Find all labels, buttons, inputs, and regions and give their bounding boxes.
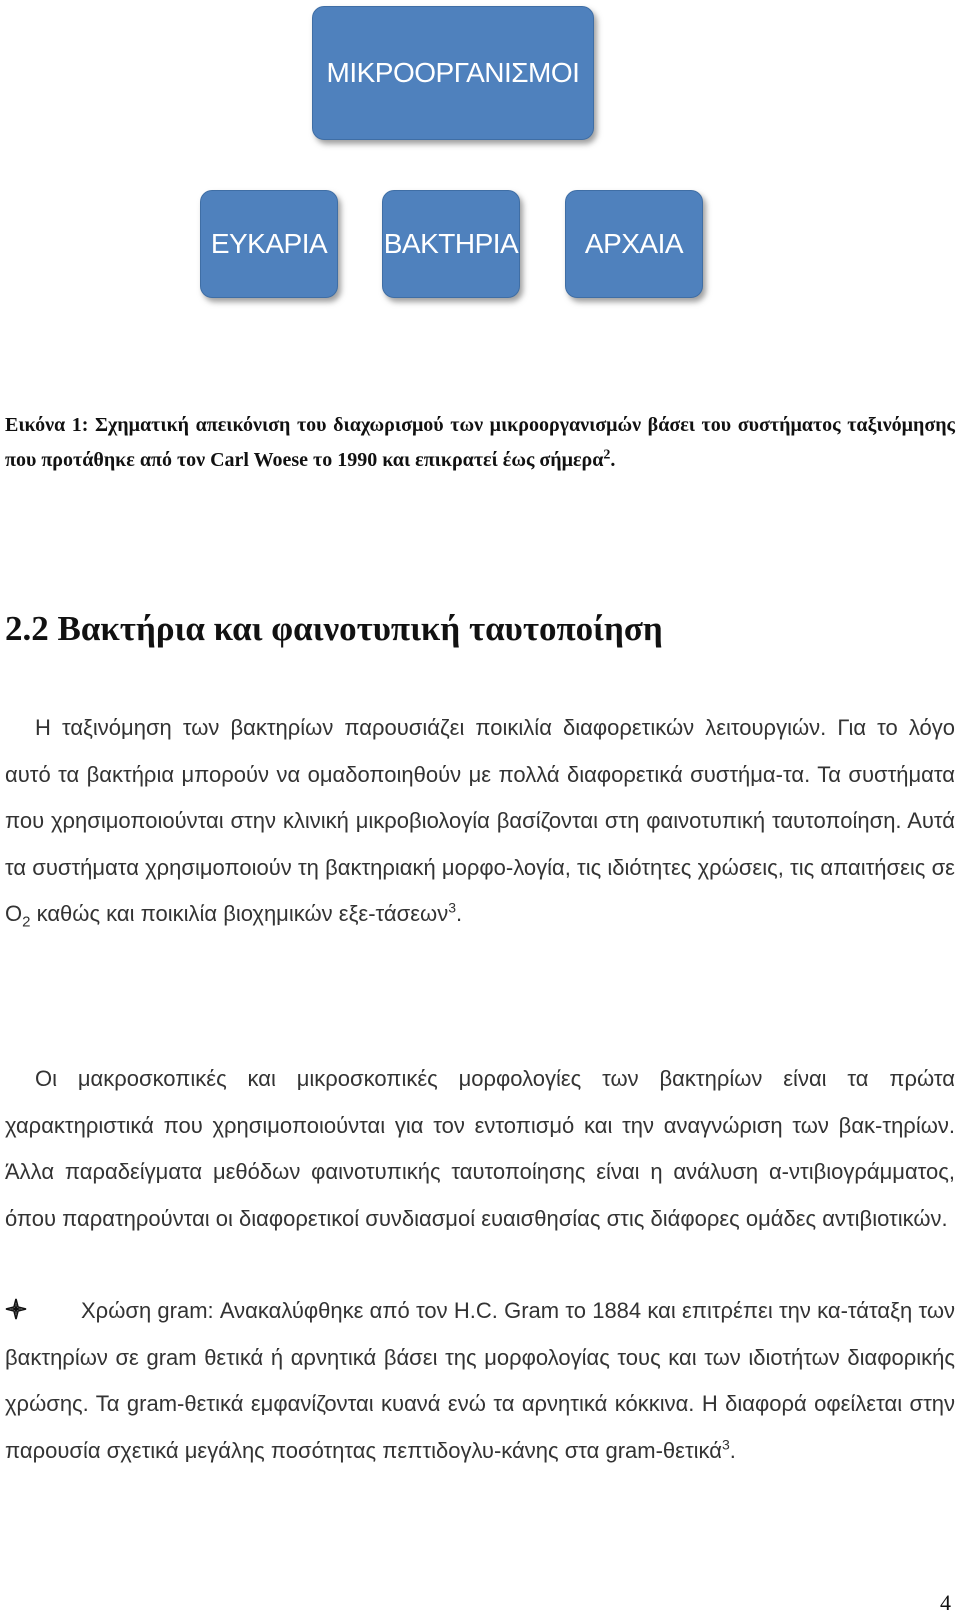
bullet-end: . — [729, 1437, 736, 1463]
diagram-child-bacteria — [382, 190, 520, 298]
section-heading: 2.2 Βακτήρια και φαινοτυπική ταυτοποίηση — [5, 609, 663, 648]
bullet-text: Χρώση gram: Ανακαλύφθηκε από τον H.C. Gram το 1884 και επιτρέπει την κα-τάταξη των βακτηρίων σε gram θετικά ή αρνητικά βάσει της μορφολογίας τους και των ιδιοτήτων διαφορικής χρώσης. Τα gram-θετικά εμφανίζονται κυανά ενώ τα αρνητικά κόκκινα. Η διαφορά οφείλεται στην παρουσία σχετικά μεγάλης ποσότητας πεπτιδογλυ-κάνης στα gram-θετικά — [5, 1298, 955, 1463]
diagram-child-label: ΑΡΧΑΙΑ — [584, 228, 684, 259]
figure-caption — [5, 408, 955, 478]
bullet-item-gram-stain — [5, 1288, 955, 1474]
oxygen-subscript: 2 — [22, 913, 31, 931]
paragraph-2: Οι μακροσκοπικές και μικροσκοπικές μορφολογίες των βακτηρίων είναι τα πρώτα χαρακτηριστικά που χρησιμοποιούνται για τον εντοπισμό και την αναγνώριση των βακ-τηρίων. Άλλα παραδείγματα μεθόδων φαινοτυπικής ταυτοποίησης είναι η ανάλυση α-ντιβιογράμματος, όπου παρατηρούνται οι διαφορετικοί συνδιασμοί ευαισθησίας στις διάφορες ομάδες αντιβιοτικών. — [5, 1066, 955, 1231]
page-number: 4 — [940, 1590, 951, 1615]
diagram-child-archaea — [565, 190, 703, 298]
diamond-bullet-icon — [5, 1288, 81, 1335]
diagram-root-box — [312, 6, 594, 140]
bullet-ref: 3 — [722, 1436, 730, 1453]
caption-text: Εικόνα 1: Σχηματική απεικόνιση του διαχωρισμού των μικροοργανισμών βάσει του συστήματος ταξινόμησης που προτάθηκε από τον Carl Woese το 1990 και επικρατεί έως σήμερα — [5, 414, 955, 471]
caption-ref: 2 — [603, 447, 611, 463]
paragraph-1-end: . — [456, 901, 463, 926]
paragraph-1-text: Η ταξινόμηση των βακτηρίων παρουσιάζει ποικιλία διαφορετικών λειτουργιών. Για το λόγο αυτό τα βακτήρια μπορούν να ομαδοποιηθούν με πολλά διαφορετικά συστήμα-τα. Τα συστήματα που χρησιμοποιούνται στην κλινική μικροβιολογία βασίζονται στη φαινοτυπική ταυτοποίηση. Αυτά τα συστήματα χρησιμοποιούν τη βακτηριακή μορφο-λογία, τις ιδιότητες χρώσεις, τις απαιτήσεις σε O — [5, 715, 955, 926]
caption-end: . — [610, 449, 616, 471]
diagram-child-eukaria — [200, 190, 338, 298]
paragraph-1-ref: 3 — [448, 899, 457, 916]
diagram-child-label: ΕΥΚΑΡΙΑ — [210, 228, 328, 259]
diagram-child-label: ΒΑΚΤΗΡΙΑ — [383, 228, 519, 259]
paragraph-1 — [5, 705, 955, 938]
diagram-root-label: ΜΙΚΡΟΟΡΓΑΝΙΣΜΟΙ — [326, 57, 580, 88]
paragraph-1-text-cont: καθώς και ποικιλία βιοχημικών εξε-τάσεων — [30, 901, 449, 926]
